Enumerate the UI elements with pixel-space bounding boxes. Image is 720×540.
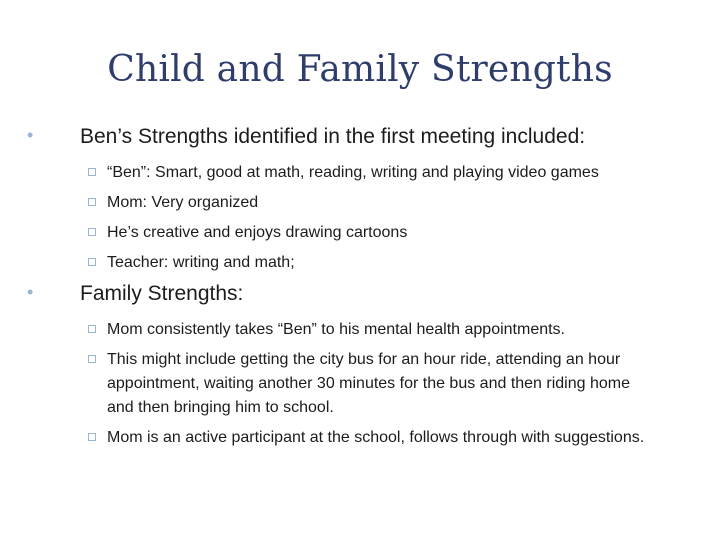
slide-content: [0, 124, 720, 456]
list-item: [0, 221, 720, 245]
list-item-text: Teacher: writing and math;: [107, 254, 295, 272]
list-item: [0, 251, 720, 275]
dot-bullet-icon: •: [27, 282, 34, 303]
square-bullet-icon: [88, 168, 96, 176]
square-bullet-icon: [88, 355, 96, 363]
section-heading: [0, 281, 720, 306]
section-heading-text: Ben’s Strengths identified in the first meeting included:: [80, 125, 586, 148]
section-family-strengths: [0, 281, 720, 450]
section-heading: [0, 124, 720, 149]
list-item-text: Mom: Very organized: [107, 194, 259, 212]
section-bens-strengths: [0, 124, 720, 275]
list-item: [0, 348, 720, 420]
bullet-list: [0, 161, 720, 275]
square-bullet-icon: [88, 228, 96, 236]
square-bullet-icon: [88, 325, 96, 333]
square-bullet-icon: [88, 258, 96, 266]
list-item-text: “Ben”: Smart, good at math, reading, writing and playing video games: [107, 164, 599, 182]
list-item-text: Mom is an active participant at the school, follows through with suggestions.: [107, 429, 645, 447]
list-item: [0, 318, 720, 342]
slide-title: Child and Family Strengths: [107, 49, 613, 90]
list-item-text: This might include getting the city bus for an hour ride, attending an hour appointment, waiting another 30 minutes for the bus and then riding home and then bringing him to school.: [107, 351, 630, 417]
dot-bullet-icon: •: [27, 125, 34, 145]
square-bullet-icon: [88, 198, 96, 206]
list-item-text: Mom consistently takes “Ben” to his mental health appointments.: [107, 321, 565, 339]
square-bullet-icon: [88, 433, 96, 441]
list-item: [0, 191, 720, 215]
list-item-text: He’s creative and enjoys drawing cartoons: [107, 224, 408, 242]
list-item: [0, 426, 720, 450]
section-heading-text: Family Strengths:: [80, 282, 244, 306]
bullet-list: [0, 318, 720, 450]
list-item: [0, 161, 720, 185]
